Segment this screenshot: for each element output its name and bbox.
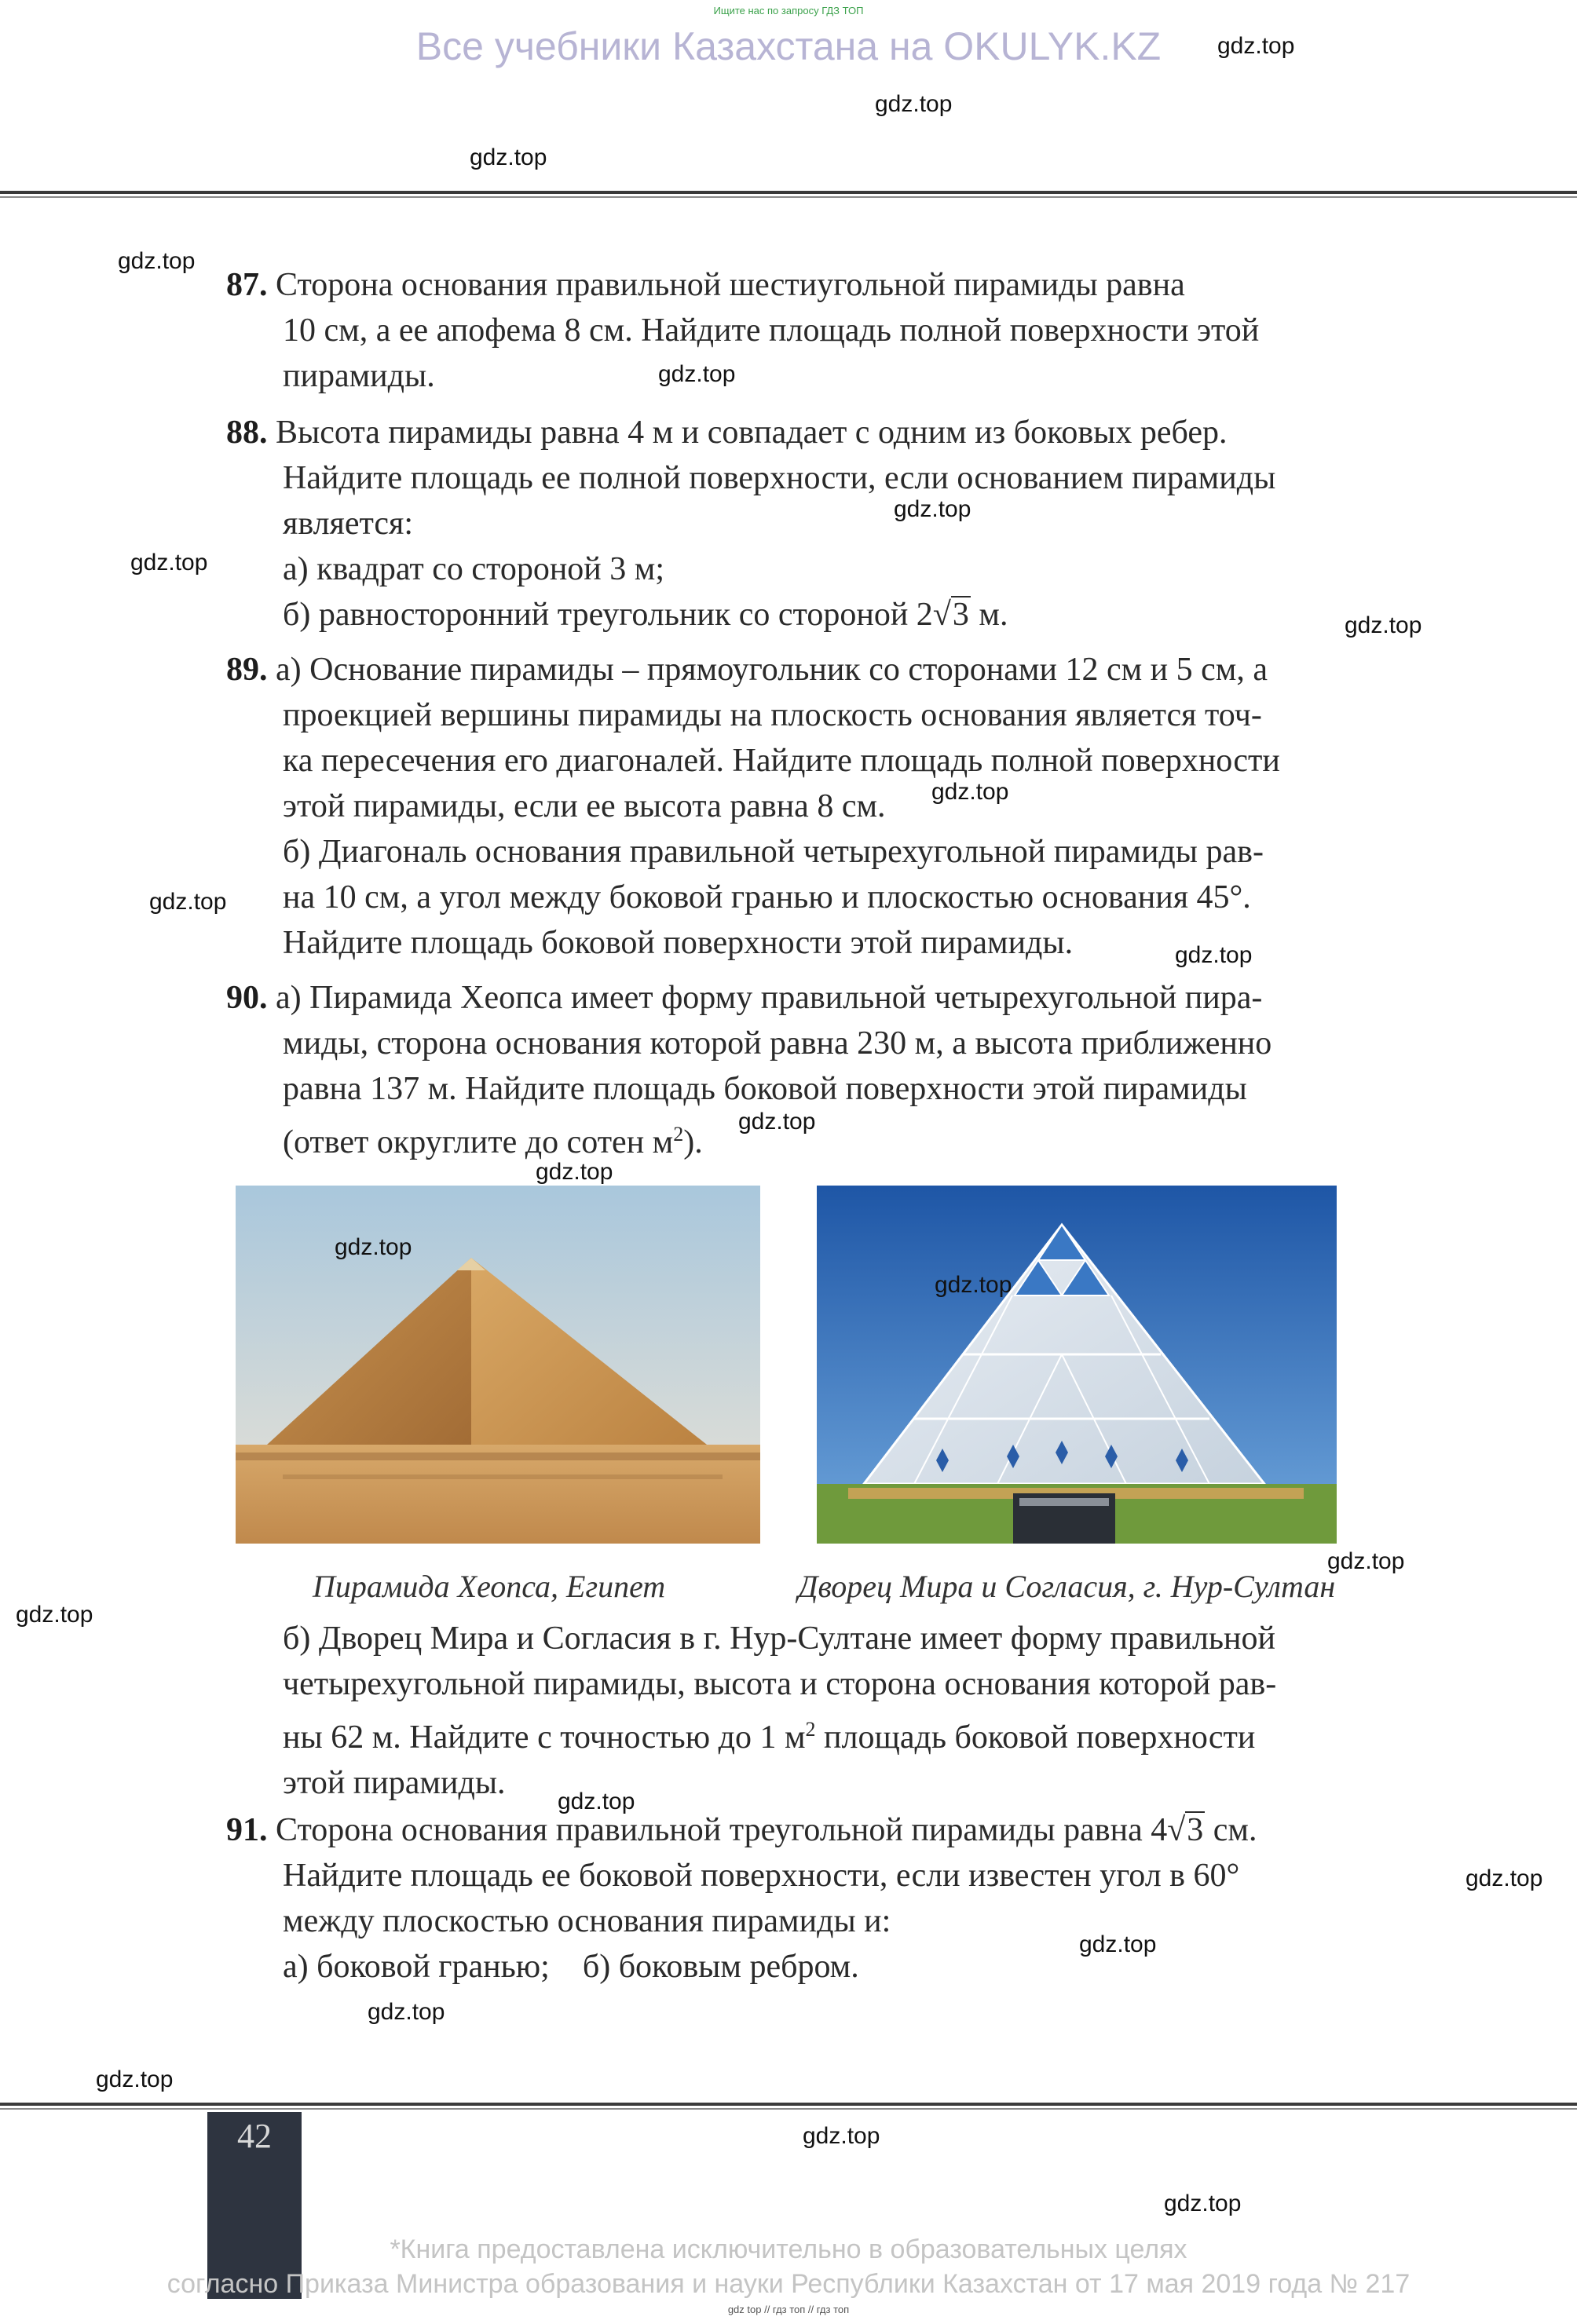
peace-palace-caption: Дворец Мира и Согласия, г. Нур-Султан [798,1569,1336,1604]
problem-line: ка пересечения его диагоналей. Найдите площадь полной поверхности [283,743,1280,779]
problem-number: 88. [226,415,268,451]
problem-line: четырехугольной пирамиды, высота и сторона основания которой рав- [283,1666,1277,1702]
text-fragment: Сторона основания правильной треугольной пирамиды равна 4 [276,1812,1168,1848]
watermark: gdz.top [1327,1548,1405,1574]
cheops-pyramid-image [236,1186,760,1544]
problem-87 [226,262,1369,399]
problem-line: Сторона основания правильной шестиугольной пирамиды равна [276,267,1185,303]
radicand: 3 [1187,1812,1204,1848]
watermark: gdz.top [738,1109,816,1135]
text-fragment: см. [1205,1812,1257,1848]
text-fragment: ны 62 м. Найдите с точностью до 1 м [283,1719,806,1756]
text-fragment: м. [970,597,1008,633]
footer-note-line1: *Книга предоставлена исключительно в образовательных целях [390,2234,1187,2264]
problem-number: 91. [226,1812,268,1848]
problem-line: а) Пирамида Хеопса имеет форму правильной четырехугольной пира- [276,980,1263,1016]
problem-line: б) Диагональ основания правильной четырехугольной пирамиды рав- [283,834,1264,870]
watermark: gdz.top [935,1272,1012,1298]
page-number: 42 [237,2117,272,2155]
problem-90-b [226,1616,1369,1806]
superscript: 2 [805,1718,816,1741]
problem-line: б) Дворец Мира и Согласия в г. Нур-Султане имеет форму правильной [283,1621,1275,1657]
search-hint: Ищите нас по запросу ГДЗ ТОП [713,5,864,16]
problem-line: а) квадрат со стороной 3 м; [283,551,665,587]
problem-line: миды, сторона основания которой равна 230 м, а высота приближенно [283,1025,1272,1062]
watermark: gdz.top [16,1602,93,1628]
problem-line: на 10 см, а угол между боковой гранью и плоскостью основания 45°. [283,879,1251,915]
watermark: gdz.top [118,248,196,274]
problem-line: равна 137 м. Найдите площадь боковой поверхности этой пирамиды [283,1071,1247,1107]
site-title[interactable]: Все учебники Казахстана на OKULYK.KZ [415,24,1162,68]
watermark: gdz.top [1164,2191,1242,2216]
watermark: gdz.top [368,1999,445,2025]
cheops-caption: Пирамида Хеопса, Египет [313,1569,666,1604]
footer-links[interactable]: gdz top // гдз топ // гдз топ [727,2304,850,2315]
problem-line: проекцией вершины пирамиды на плоскость основания является точ- [283,697,1262,733]
problem-line: Найдите площадь боковой поверхности этой пирамиды. [283,925,1074,961]
problem-line: этой пирамиды, если ее высота равна 8 см. [283,788,886,824]
watermark: gdz.top [335,1234,412,1260]
problem-91 [226,1807,1369,1990]
problem-line: Найдите площадь ее боковой поверхности, если известен угол в 60° [283,1858,1240,1894]
watermark: gdz.top [1079,1931,1157,1957]
text-fragment: площадь боковой поверхности [815,1719,1256,1756]
superscript: 2 [673,1123,684,1146]
problem-88 [226,410,1369,638]
problem-number: 89. [226,652,268,688]
watermark: gdz.top [1175,942,1253,968]
sqrt-symbol: √3 [1167,1812,1204,1848]
problem-line: пирамиды. [283,358,435,394]
watermark: gdz.top [1217,33,1295,59]
watermark: gdz.top [658,361,736,387]
problem-line: 10 см, а ее апофема 8 см. Найдите площадь полной поверхности этой [283,312,1260,349]
problem-line-sqrt [226,592,1369,638]
header-rule-thin [0,196,1577,198]
problem-line: между плоскостью основания пирамиды и: [283,1903,891,1939]
radicand: 3 [952,597,969,633]
problem-line: Высота пирамиды равна 4 м и совпадает с одним из боковых ребер. [276,415,1228,451]
sqrt-symbol: √3 [932,597,969,633]
watermark: gdz.top [1345,612,1422,638]
watermark: gdz.top [470,144,547,170]
watermark: gdz.top [536,1159,613,1185]
watermark: gdz.top [96,2066,174,2092]
problem-89 [226,647,1369,966]
problem-number: 90. [226,980,268,1016]
header-rule [0,191,1577,194]
problem-line: Найдите площадь ее полной поверхности, если основанием пирамиды [283,460,1276,496]
peace-palace-photo [817,1186,1337,1544]
problem-line: этой пирамиды. [283,1765,506,1801]
footer-rule-thin [0,2108,1577,2110]
watermark: gdz.top [130,550,208,576]
cheops-pyramid-photo [236,1186,760,1544]
problem-number: 87. [226,267,268,303]
problem-line: является: [283,506,414,542]
problem-line [226,1707,1369,1760]
watermark: gdz.top [931,779,1009,805]
watermark: gdz.top [558,1789,635,1814]
watermark: gdz.top [149,889,227,915]
watermark: gdz.top [894,496,971,522]
watermark: gdz.top [875,91,953,117]
problem-line: а) Основание пирамиды – прямоугольник со сторонами 12 см и 5 см, а [276,652,1268,688]
problem-90 [226,975,1369,1165]
peace-palace-image [817,1186,1337,1544]
footer-rule [0,2103,1577,2106]
watermark: gdz.top [803,2123,880,2149]
footer-note-line2: согласно Приказа Министра образования и науки Республики Казахстан от 17 мая 2019 года № 217 [166,2269,1411,2299]
text-fragment: (ответ округлите до сотен м [283,1124,674,1160]
watermark: gdz.top [1465,1865,1543,1891]
problem-line: а) боковой гранью; б) боковым ребром. [283,1949,859,1985]
text-fragment: ). [683,1124,703,1160]
text-fragment: б) равносторонний треугольник со стороной 2 [283,597,933,633]
